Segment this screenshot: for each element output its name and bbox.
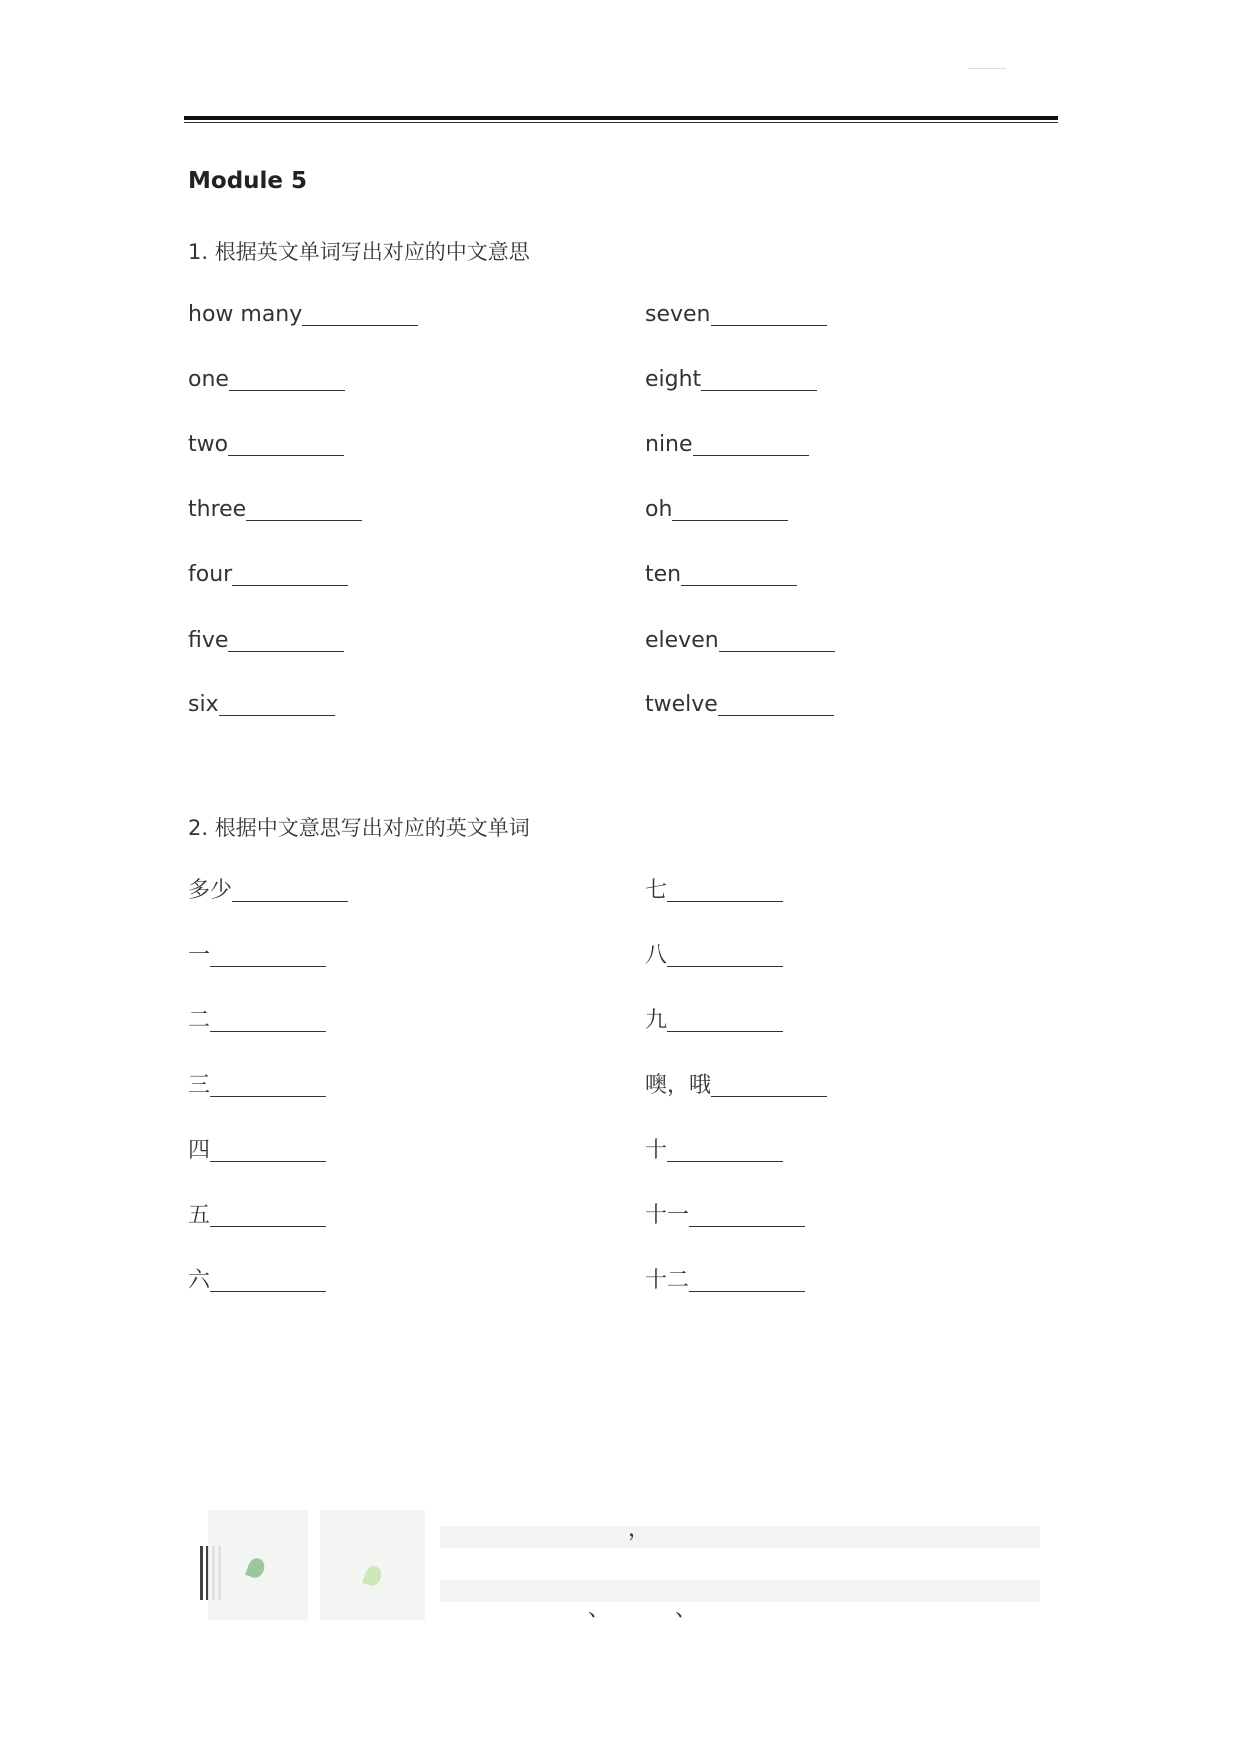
s1-left-item-3: three [188, 491, 362, 525]
s2-left-item-6: 六 [188, 1262, 326, 1296]
answer-blank[interactable] [718, 715, 834, 716]
s2-right-item-4: 十 [645, 1132, 783, 1166]
answer-blank[interactable] [210, 1031, 326, 1032]
answer-blank[interactable] [667, 1031, 783, 1032]
s1-right-item-1: eight [645, 361, 817, 395]
answer-blank[interactable] [689, 1226, 805, 1227]
faded-footer [200, 1510, 1040, 1630]
s2-left-item-4: 四 [188, 1132, 326, 1166]
s1-left-item-2: two [188, 426, 344, 460]
answer-blank[interactable] [719, 651, 835, 652]
answer-blank[interactable] [232, 901, 348, 902]
answer-blank[interactable] [228, 455, 344, 456]
header-rule [184, 116, 1058, 120]
s1-left-item-4: four [188, 556, 348, 590]
answer-blank[interactable] [210, 1161, 326, 1162]
s2-left-item-5: 五 [188, 1197, 326, 1231]
answer-blank[interactable] [701, 390, 817, 391]
s1-left-item-1: one [188, 361, 345, 395]
section2-heading: 2. 根据中文意思写出对应的英文单词 [188, 816, 530, 840]
header-mark [968, 68, 1006, 69]
s2-right-item-1: 八 [645, 937, 783, 971]
answer-blank[interactable] [689, 1291, 805, 1292]
s2-left-item-2: 二 [188, 1002, 326, 1036]
s1-left-item-6: six [188, 686, 335, 720]
s2-right-item-0: 七 [645, 872, 783, 906]
answer-blank[interactable] [229, 390, 345, 391]
answer-blank[interactable] [219, 715, 335, 716]
answer-blank[interactable] [232, 585, 348, 586]
faded-text-line [440, 1526, 1040, 1548]
s1-right-item-2: nine [645, 426, 809, 460]
header-rule-thin [184, 122, 1058, 123]
faded-text-line [440, 1580, 1040, 1602]
s1-right-item-0: seven [645, 296, 827, 330]
answer-blank[interactable] [667, 1161, 783, 1162]
s2-right-item-2: 九 [645, 1002, 783, 1036]
answer-blank[interactable] [228, 651, 344, 652]
answer-blank[interactable] [667, 966, 783, 967]
section1-heading: 1. 根据英文单词写出对应的中文意思 [188, 240, 530, 264]
answer-blank[interactable] [210, 966, 326, 967]
answer-blank[interactable] [210, 1226, 326, 1227]
answer-blank[interactable] [681, 585, 797, 586]
s2-left-item-1: 一 [188, 937, 326, 971]
s1-right-item-5: eleven [645, 622, 835, 656]
answer-blank[interactable] [711, 325, 827, 326]
answer-blank[interactable] [302, 325, 418, 326]
s2-right-item-6: 十二 [645, 1262, 805, 1296]
s2-right-item-3: 噢，哦 [645, 1067, 827, 1101]
page-title: Module 5 [188, 168, 308, 194]
s1-left-item-0: how many [188, 296, 418, 330]
s1-right-item-6: twelve [645, 686, 834, 720]
answer-blank[interactable] [210, 1291, 326, 1292]
s1-right-item-4: ten [645, 556, 797, 590]
footer-enum-mark: 、 [588, 1597, 611, 1622]
answer-blank[interactable] [210, 1096, 326, 1097]
s1-left-item-5: five [188, 622, 344, 656]
answer-blank[interactable] [246, 520, 362, 521]
answer-blank[interactable] [667, 901, 783, 902]
answer-blank[interactable] [672, 520, 788, 521]
s2-left-item-0: 多少 [188, 872, 348, 906]
footer-enum-mark: 、 [675, 1597, 698, 1622]
footer-comma: ， [628, 1517, 651, 1542]
answer-blank[interactable] [693, 455, 809, 456]
s2-left-item-3: 三 [188, 1067, 326, 1101]
answer-blank[interactable] [711, 1096, 827, 1097]
s2-right-item-5: 十一 [645, 1197, 805, 1231]
s1-right-item-3: oh [645, 491, 788, 525]
